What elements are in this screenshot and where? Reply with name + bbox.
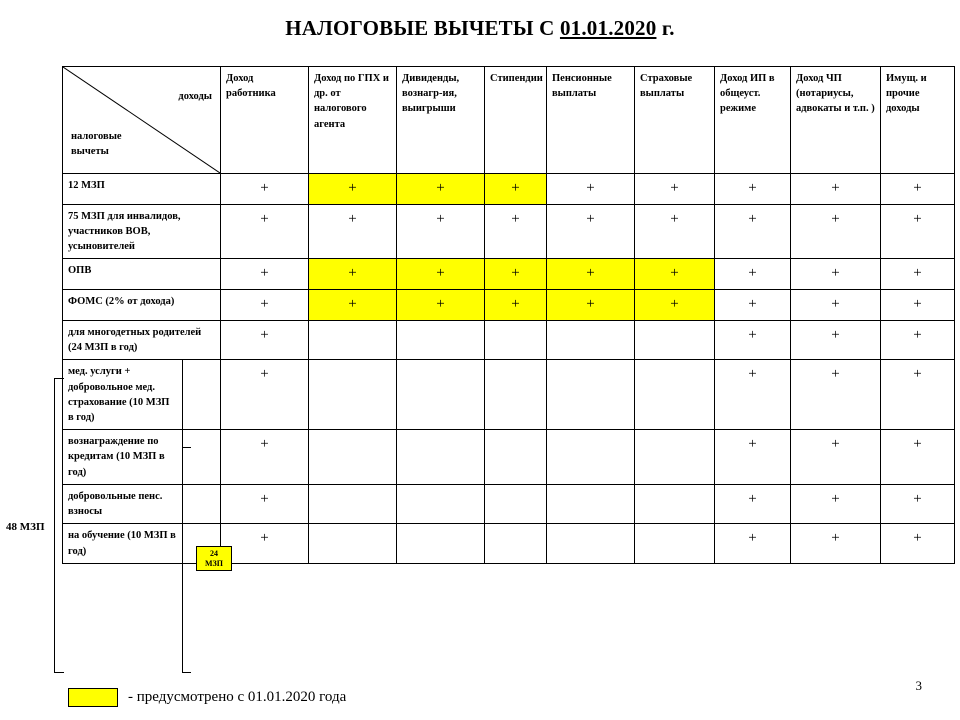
matrix-cell: + bbox=[309, 174, 397, 205]
matrix-cell bbox=[635, 320, 715, 359]
column-header: Доход ЧП (нотариусы, адвокаты и т.п. ) bbox=[791, 67, 881, 174]
matrix-cell bbox=[309, 484, 397, 523]
matrix-cell: + bbox=[221, 174, 309, 205]
matrix-cell: + bbox=[881, 320, 955, 359]
matrix-cell: + bbox=[221, 360, 309, 430]
matrix-cell: + bbox=[485, 174, 547, 205]
matrix-cell: + bbox=[635, 204, 715, 259]
matrix-cell: + bbox=[397, 259, 485, 290]
matrix-cell: + bbox=[397, 174, 485, 205]
matrix-cell: + bbox=[791, 484, 881, 523]
matrix-cell bbox=[309, 430, 397, 485]
table-row bbox=[63, 320, 955, 359]
matrix-cell: + bbox=[715, 259, 791, 290]
column-header: Страховые выплаты bbox=[635, 67, 715, 174]
corner-diagonal-cell bbox=[63, 67, 221, 174]
table-row bbox=[63, 174, 955, 205]
page-number: 3 bbox=[915, 678, 922, 693]
matrix-cell: + bbox=[397, 290, 485, 321]
matrix-cell bbox=[547, 484, 635, 523]
table-row bbox=[63, 360, 955, 430]
legend-label: - предусмотрено с 01.01.2020 года bbox=[128, 689, 347, 705]
matrix-cell: + bbox=[791, 259, 881, 290]
row-label: ФОМС (2% от дохода) bbox=[63, 290, 221, 321]
row-label: на обучение (10 МЗП в год) bbox=[63, 524, 183, 563]
matrix-cell: + bbox=[791, 524, 881, 563]
matrix-cell: + bbox=[547, 290, 635, 321]
column-header: Стипендии bbox=[485, 67, 547, 174]
matrix-cell: + bbox=[485, 204, 547, 259]
matrix-cell: + bbox=[221, 524, 309, 563]
matrix-cell: + bbox=[715, 204, 791, 259]
matrix-cell bbox=[397, 320, 485, 359]
row-label: для многодетных родителей (24 МЗП в год) bbox=[63, 320, 221, 359]
matrix-cell: + bbox=[221, 484, 309, 523]
matrix-cell bbox=[635, 430, 715, 485]
group-bracket-48 bbox=[54, 378, 64, 673]
matrix-cell: + bbox=[547, 174, 635, 205]
matrix-cell: + bbox=[881, 360, 955, 430]
matrix-cell: + bbox=[791, 290, 881, 321]
matrix-cell bbox=[485, 484, 547, 523]
matrix-cell: + bbox=[309, 290, 397, 321]
matrix-cell: + bbox=[221, 430, 309, 485]
matrix-cell: + bbox=[715, 524, 791, 563]
table-header-row bbox=[63, 67, 955, 174]
matrix-cell: + bbox=[791, 360, 881, 430]
legend-swatch-icon bbox=[68, 688, 118, 707]
matrix-cell bbox=[485, 360, 547, 430]
matrix-cell: + bbox=[791, 174, 881, 205]
row-label: ОПВ bbox=[63, 259, 221, 290]
matrix-cell: + bbox=[635, 259, 715, 290]
matrix-cell: + bbox=[221, 204, 309, 259]
matrix-cell: + bbox=[881, 174, 955, 205]
row-indent-spacer bbox=[183, 360, 221, 430]
table-row bbox=[63, 430, 955, 485]
deductions-matrix bbox=[62, 66, 955, 564]
row-label: 75 МЗП для инвалидов, участников ВОВ, усыновителей bbox=[63, 204, 221, 259]
matrix-cell: + bbox=[881, 204, 955, 259]
matrix-cell: + bbox=[715, 360, 791, 430]
matrix-cell bbox=[485, 524, 547, 563]
matrix-cell bbox=[397, 430, 485, 485]
column-header: Доход ИП в общеуст. режиме bbox=[715, 67, 791, 174]
matrix-cell: + bbox=[715, 430, 791, 485]
matrix-cell: + bbox=[881, 430, 955, 485]
matrix-cell bbox=[547, 360, 635, 430]
table-row bbox=[63, 259, 955, 290]
matrix-cell bbox=[397, 524, 485, 563]
title-date: 01.01.2020 bbox=[559, 16, 657, 40]
matrix-cell: + bbox=[635, 174, 715, 205]
matrix-cell bbox=[309, 360, 397, 430]
matrix-cell bbox=[635, 360, 715, 430]
matrix-cell bbox=[635, 524, 715, 563]
matrix-cell: + bbox=[791, 430, 881, 485]
matrix-cell bbox=[485, 320, 547, 359]
matrix-cell: + bbox=[715, 484, 791, 523]
column-header: Дивиденды, вознагр-ия, выигрыши bbox=[397, 67, 485, 174]
group-bracket-24 bbox=[182, 447, 191, 673]
table-row bbox=[63, 290, 955, 321]
row-label: вознаграждение по кредитам (10 МЗП в год) bbox=[63, 430, 183, 485]
title-prefix: НАЛОГОВЫЕ ВЫЧЕТЫ С bbox=[285, 16, 560, 40]
matrix-cell: + bbox=[221, 290, 309, 321]
matrix-cell: + bbox=[547, 204, 635, 259]
table-row bbox=[63, 484, 955, 523]
matrix-cell bbox=[397, 484, 485, 523]
matrix-cell: + bbox=[881, 290, 955, 321]
table-row bbox=[63, 204, 955, 259]
matrix-cell bbox=[547, 524, 635, 563]
matrix-cell bbox=[635, 484, 715, 523]
matrix-cell: + bbox=[309, 259, 397, 290]
row-label: добровольные пенс. взносы bbox=[63, 484, 183, 523]
matrix-cell bbox=[547, 320, 635, 359]
matrix-cell: + bbox=[715, 174, 791, 205]
matrix-cell: + bbox=[485, 290, 547, 321]
column-header: Доход по ГПХ и др. от налогового агента bbox=[309, 67, 397, 174]
matrix-cell: + bbox=[881, 259, 955, 290]
matrix-cell: + bbox=[791, 320, 881, 359]
row-label: 12 МЗП bbox=[63, 174, 221, 205]
title-suffix: г. bbox=[656, 16, 675, 40]
matrix-cell: + bbox=[221, 320, 309, 359]
matrix-cell: + bbox=[635, 290, 715, 321]
matrix-cell: + bbox=[221, 259, 309, 290]
column-header: Имущ. и прочие доходы bbox=[881, 67, 955, 174]
row-label: мед. услуги + добровольное мед. страхование (10 МЗП в год) bbox=[63, 360, 183, 430]
matrix-cell bbox=[485, 430, 547, 485]
inner-badge-24-mzp: 24 МЗП bbox=[196, 546, 232, 571]
matrix-cell: + bbox=[547, 259, 635, 290]
page-title bbox=[0, 16, 960, 41]
matrix-cell: + bbox=[485, 259, 547, 290]
column-header: Доход работника bbox=[221, 67, 309, 174]
corner-income-label: доходы bbox=[178, 91, 212, 102]
matrix-cell bbox=[547, 430, 635, 485]
matrix-cell: + bbox=[715, 290, 791, 321]
group-total-label: 48 МЗП bbox=[6, 521, 45, 533]
matrix-cell bbox=[309, 320, 397, 359]
matrix-cell: + bbox=[309, 204, 397, 259]
matrix-cell: + bbox=[791, 204, 881, 259]
matrix-cell: + bbox=[881, 484, 955, 523]
legend bbox=[68, 688, 346, 707]
matrix-cell bbox=[397, 360, 485, 430]
matrix-cell bbox=[309, 524, 397, 563]
matrix-cell: + bbox=[715, 320, 791, 359]
corner-deduction-label: налоговые вычеты bbox=[71, 130, 122, 157]
matrix-cell: + bbox=[397, 204, 485, 259]
column-header: Пенсионные выплаты bbox=[547, 67, 635, 174]
matrix-cell: + bbox=[881, 524, 955, 563]
